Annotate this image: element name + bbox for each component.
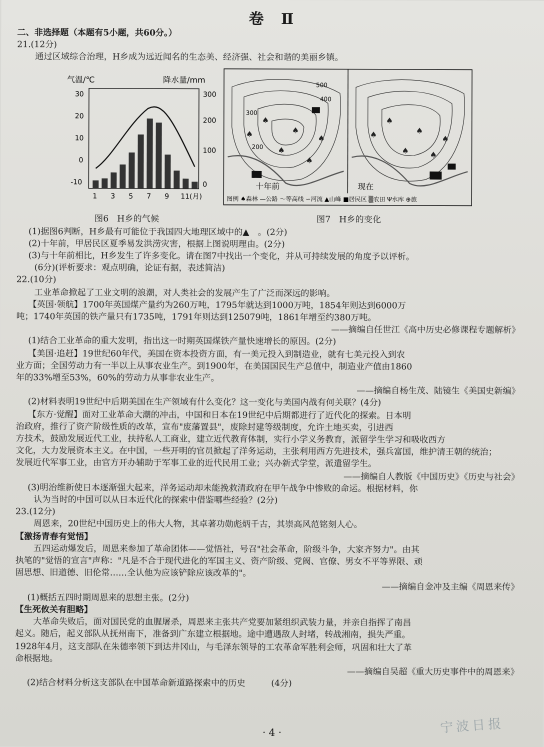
contour-label: 400 [319,95,332,103]
right-tick: 200 [202,116,217,125]
section-heading: 二、非选择题（本题有5小题，共60分。） [17,28,177,39]
q21-intro: 通过区域综合治理，H乡成为远近闻名的生态美、经济强、社会和谐的美丽乡镇。 [35,52,344,64]
q21-number: 21.(12分) [17,40,58,51]
q23-topic2: 【生死攸关有胆略】 [15,605,93,616]
q23-material1: 固思想、旧道德、旧伦常……全认他为应该铲除应该改革的"。 [15,568,252,580]
bar [102,178,108,188]
q23-material1: 五四运动爆发后，周恩来参加了革命团体——觉悟社，号召"社会革命，阶级斗争，大家齐努力"。由其 [33,544,420,556]
q21-part1: (1)据图6判断，H乡最有可能位于我国四大地理区域中的▲ 。(2分) [28,226,288,238]
q22-source3: ——摘编自人教版《中国历史》《历史与社会》 [343,471,520,483]
settlement-icon [312,107,320,113]
settlements [252,107,456,180]
svg-text:♠: ♠ [401,146,409,156]
bar [165,154,171,188]
village-change-maps [222,66,475,215]
q22-material1: 【英国·领航】1700年英国煤产量约为260万吨，1795年就达到1000万吨，1854年则达到6000万 [28,299,406,312]
svg-text:♠: ♠ [245,129,254,139]
settlement-icon [252,171,262,178]
q23-source1: ——摘编自金冲及主编《周恩来传》 [381,581,520,593]
fig7-caption: 图7 H乡的变化 [316,214,382,225]
svg-text:♠: ♠ [429,150,437,160]
left-tick: 0 [78,155,84,164]
q22-source2: ——摘编自杨生茂、陆镜生《美国史新编》 [356,386,520,398]
precip-bars [93,118,198,188]
svg-text:♠: ♠ [291,125,300,135]
q23-source2: ——摘编自吴超《重大历史事件中的周恩来》 [347,667,519,678]
svg-text:♠: ♠ [369,129,378,139]
q23-material2: 起义。随后，起义部队从抚州南下，准备到广东建立根据地。途中遭遇敌人封堵，转战湘南，损失严重。 [15,629,411,641]
temperature-curve [96,106,195,168]
q22-material2: 年的33%增至53%，60%的劳动力从事非农业生产。 [15,373,220,384]
q22-material3: 发展近代军事工业，由官方开办辅助于军事工业的近代民用工业；兴办新式学堂，派遣留学生。 [15,458,377,470]
map-label-before: 十年前 [255,181,280,191]
climate-chart [63,72,223,211]
q22-part3: 认为当时的中国可以从日本近代化的探索中借鉴哪些经验？(2分) [33,495,278,507]
q22-part1: (1)结合工业革命的重大发明，指出这一时期英国煤铁产量快速增长的原因。(2分) [28,336,337,348]
bar [174,170,180,188]
q22-material2: 【美国·追赶】19世纪60年代，美国在资本投资方面，有一美元投入到制造业，就有七美元投入到农 [28,348,406,361]
q22-material3: 治政府，推行了资产阶级性质的改革，宣布"废藩置县"，废除封建等级制度，允许土地买卖，引进西 [15,421,394,434]
q23-number: 23.(12分) [15,507,56,518]
page-number: · 4 · [262,728,282,739]
fig6-caption: 图6 H乡的气候 [94,213,160,225]
x-tick: 1 [92,191,98,200]
bar [138,134,144,188]
x-tick: 9 [164,192,170,201]
q23-part2: (2)结合材料分析这支部队在中国革命新道路探索中的历史 (4分) [26,678,292,690]
q22-material1: 吨；1740年英国的铁产量只有1735吨，1791年则达到125079吨，1861年增至约380万吨。 [16,312,377,324]
q23-material1: 执笔的"觉悟的宣言"声称："凡是不合于现代进化的军国主义、资产阶级、党阀、官僚、男女不平等界限、顽 [15,556,423,568]
bar [156,122,162,188]
x-tick: 7 [146,192,152,201]
contour-label: 500 [315,81,328,89]
bar [120,164,126,188]
svg-text:♠: ♠ [415,126,424,136]
q23-part1: (1)概括五四时期周恩来的思想主张。(2分) [27,592,190,604]
q23-material2: 命根据地。 [14,653,59,664]
svg-text:♠: ♠ [441,134,450,144]
bar [183,178,189,188]
y-right-label: 降水量/mm [163,75,206,85]
q23-material2: 1928年4月，这支部队在朱德率领下到达井冈山，与毛泽东领导的工农革命军胜利会师，巩固和壮大了革 [15,641,412,654]
right-tick: 100 [202,146,217,155]
q23-intro: 周恩来，20世纪中国历史上的伟大人物，其卓著功勋彪炳千古，其崇高风范铭刻人心。 [33,519,363,531]
x-tick: 11(月) [180,192,203,201]
contour-label: 300 [245,109,258,117]
x-tick: 3 [110,192,116,201]
q23-topic1: 【激扬青春有觉悟】 [15,531,93,543]
right-tick: 0 [202,180,208,189]
y-left-label: 气温/℃ [67,74,95,84]
left-tick: 20 [74,111,84,120]
settlement-icon [430,171,442,179]
map-legend: 图例 ♠森林 —公路 ～等高线 ∽河流 ▲山峰 ■居民区 ▒农田 Ψ水库 ⊕旅 [226,195,417,204]
left-tick: -10 [70,177,83,186]
svg-text:♠: ♠ [317,133,326,143]
contour-label: 200 [251,143,264,151]
bar [192,181,198,188]
svg-text:♠: ♠ [277,145,285,155]
q22-material3: 【东方·觉醒】面对工业革命大潮的冲击，中国和日本在19世纪中后期都进行了近代化的探索。日本明 [27,409,412,422]
bar [129,152,135,188]
q21-part2: (2)十年前，甲居民区夏季易发洪涝灾害，根据上图说明理由。(2分) [28,238,285,250]
q21-part3-note: (6分)(评析要求：观点明确，论证有据，表述简洁) [34,263,226,275]
x-tick: 5 [128,192,134,201]
q22-material3: 文化，大力发展资本主义。在中国，一些开明的官员掀起了洋务运动，主张利用西方先进技术，强兵富国，维护清王朝的统治； [15,446,498,459]
q22-material2: 业方面；全国劳动力有一半以上从事农业生产。到1900年，在美国国民生产总值中，制造业产值由1860 [16,360,413,373]
svg-text:♠: ♠ [305,155,313,165]
q22-part2: (2)材料表明19世纪中后期美国在生产领域有什么变化？这一变化与美国内战有何关联？(4分) [27,397,382,409]
q22-intro: 工业革命掀起了工业文明的浪潮，对人类社会的发展产生了广泛而深远的影响。 [34,287,336,299]
page-title: 卷 Ⅱ [248,9,300,29]
left-tick: 30 [74,89,84,98]
q22-material3: 方技术，鼓励发展近代工业，扶持私人工商业，建立近代教育体制，实行小学义务教育，派留学生学习和吸收西方 [15,434,446,446]
newspaper-watermark: 宁波日报 [439,716,505,737]
q21-figures [17,66,532,228]
q22-source1: ——摘编自任世江《高中历史必修课程专题解析》 [331,325,521,337]
bar [93,180,99,188]
left-tick: 10 [74,133,84,142]
settlement-icon [448,163,456,169]
bar [147,118,153,188]
svg-text:♠: ♠ [261,115,270,125]
bar [111,172,117,188]
map-label-after: 现在 [357,181,374,191]
q21-part3: (3)与十年前相比，H乡发生了许多变化。请在图7中找出一个变化，并从可持续发展的角度予以评析。 [28,251,415,263]
q22-part3: (3)明治维新使日本逐渐强大起来，洋务运动却未能挽救清政府在甲午战争中惨败的命运。根据材料，你 [27,483,418,495]
svg-text:♠: ♠ [385,116,394,126]
right-tick: 300 [202,90,217,99]
q23-material2: 大革命失败后，面对国民党的血腥屠杀，周恩来主张共产党要加紧组织武装力量，并亲自指挥了南昌 [33,617,412,629]
q22-number: 22.(10分) [16,275,57,286]
